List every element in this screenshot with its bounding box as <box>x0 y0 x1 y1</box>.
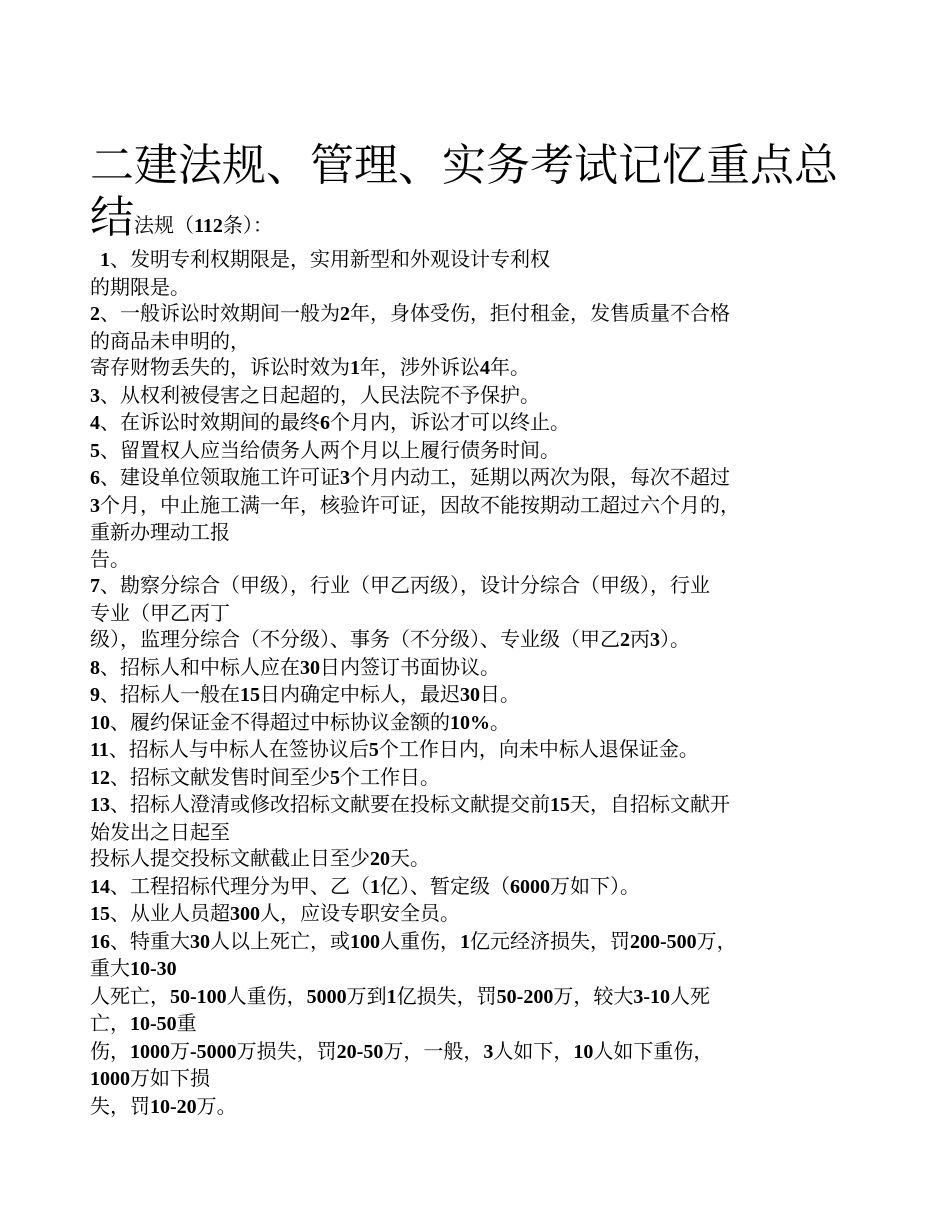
text-segment: 、招标人澄清或修改招标文献要在投标文献提交前 <box>110 792 550 816</box>
title-and-section-row <box>90 192 880 244</box>
text-line <box>90 873 880 901</box>
bold-number: 30 <box>300 656 320 679</box>
text-line <box>90 1065 880 1093</box>
text-line <box>90 654 880 682</box>
text-line <box>90 764 880 792</box>
text-segment: 万如下损 <box>130 1066 210 1090</box>
text-segment: 个月内，诉讼才可以终止。 <box>330 410 570 434</box>
text-line <box>90 819 880 846</box>
bold-number: 300 <box>230 903 260 925</box>
bold-number: 1 <box>100 249 110 271</box>
bold-number: 2 <box>340 303 350 325</box>
text-segment: 日。 <box>480 682 520 706</box>
text-segment: 亿损失，罚 <box>396 983 497 1008</box>
text-segment: 天，自招标文献开 <box>570 792 730 816</box>
text-segment: 个月内动工，延期以两次为限，每次不超过 <box>350 465 730 489</box>
text-segment: 、特重大 <box>110 928 190 953</box>
bold-number: 3-10 <box>633 985 671 1008</box>
text-segment: 万损失，罚 <box>236 1038 337 1063</box>
text-segment: 、招标人和中标人应在 <box>100 654 300 679</box>
section-count: 112 <box>194 215 223 237</box>
bold-number: 2 <box>620 629 630 651</box>
bold-number: 9 <box>90 684 100 706</box>
bold-number: 4 <box>480 357 490 379</box>
text-line <box>90 546 880 573</box>
text-segment: 、一般诉讼时效期间一般为 <box>100 301 340 325</box>
text-line <box>90 409 880 437</box>
bold-number: 11 <box>90 739 109 761</box>
text-segment: 投标人提交投标文献截止日至少 <box>90 846 370 870</box>
text-line <box>90 681 880 709</box>
text-segment: 万 <box>170 1038 190 1063</box>
text-segment: 的期限是。 <box>90 274 190 299</box>
bold-number: 7 <box>90 575 100 597</box>
text-segment: 的商品未申明的， <box>90 328 250 353</box>
bold-number: 10-20 <box>150 1095 197 1118</box>
text-line <box>90 928 880 956</box>
text-segment: 个月，中止施工满一年，核验许可证，因故不能按期动工超过六个月的， <box>100 492 740 517</box>
text-segment: 专业（甲乙丙丁 <box>90 600 230 625</box>
text-line <box>90 437 880 465</box>
text-segment: 级），监理分综合（不分级）、事务（不分级）、专业级（甲乙 <box>90 627 620 651</box>
text-segment: 人如下， <box>493 1038 574 1063</box>
text-line <box>90 955 880 983</box>
bold-number: 15 <box>240 684 260 706</box>
bold-number: 5000 <box>306 985 347 1008</box>
text-line <box>90 246 880 274</box>
text-segment: 、招标人一般在 <box>100 682 240 706</box>
bold-number: 3 <box>90 384 100 407</box>
bold-number: 12 <box>90 766 110 789</box>
text-segment: 万，一般， <box>383 1038 484 1063</box>
text-segment: 、留置权人应当给债务人两个月以上履行债务时间。 <box>100 437 560 462</box>
text-segment: 重大 <box>90 956 130 980</box>
bold-number: 16 <box>90 930 110 953</box>
bold-number: 15 <box>550 794 570 816</box>
rule-list <box>90 246 880 1120</box>
text-segment: 、招标文献发售时间至少 <box>110 764 330 789</box>
bold-number: 30 <box>460 684 480 706</box>
text-segment: 伤， <box>90 1038 130 1063</box>
bold-number: 20-50 <box>336 1040 384 1063</box>
text-segment: 始发出之日起至 <box>90 819 230 844</box>
text-segment: 、招标人与中标人在签协议后 <box>108 737 369 761</box>
text-line <box>90 300 880 328</box>
bold-number: 10-50 <box>130 1013 177 1035</box>
text-line <box>90 600 880 627</box>
text-segment: 日内签订书面协议。 <box>320 654 500 679</box>
bold-number: 200-500 <box>630 930 697 953</box>
text-segment: 亿）、暂定级（ <box>380 873 510 898</box>
text-segment: 个工作日内，向未中标人退保证金。 <box>378 737 699 761</box>
text-line <box>90 274 880 301</box>
bold-number: 5 <box>330 766 340 789</box>
bold-number: 20 <box>370 848 390 870</box>
text-segment: 、勘察分综合（甲级），行业（甲乙丙级），设计分综合（甲级），行业 <box>100 573 710 597</box>
text-line <box>90 709 880 737</box>
bold-number: 5 <box>90 439 100 462</box>
bold-number: 6 <box>320 412 330 434</box>
section-prefix: 法规（ <box>134 213 194 237</box>
text-segment: 万， <box>696 928 737 953</box>
bold-number: 3 <box>650 629 660 651</box>
text-segment: 亡， <box>90 1011 130 1035</box>
bold-number: -5000 <box>190 1040 237 1063</box>
bold-number: 1000 <box>130 1040 170 1063</box>
text-segment: 人重伤， <box>380 928 460 953</box>
text-segment: 天。 <box>390 846 430 870</box>
document-title-line2: 结 <box>90 192 134 243</box>
text-segment: 亿元经济损失，罚 <box>470 928 630 953</box>
bold-number: 3 <box>483 1040 494 1063</box>
text-segment: 年，涉外诉讼 <box>360 355 480 379</box>
bold-number: 2 <box>90 303 100 325</box>
text-segment: 人死 <box>670 983 711 1008</box>
text-segment: 重 <box>176 1011 197 1035</box>
bold-number: 5 <box>368 739 379 761</box>
bold-number: 10-30 <box>130 958 177 980</box>
text-segment: 寄存财物丢失的，诉讼时效为 <box>90 355 350 379</box>
text-line <box>90 845 880 873</box>
text-segment: 、在诉讼时效期间的最终 <box>100 410 320 434</box>
text-segment: 年，身体受伤，拒付租金，发售质量不合格 <box>350 301 730 325</box>
text-line <box>90 328 880 355</box>
text-segment: 个工作日。 <box>340 764 440 789</box>
bold-number: 4 <box>90 412 100 434</box>
text-line <box>90 464 880 492</box>
text-line <box>90 354 880 382</box>
bold-number: 13 <box>90 794 110 816</box>
text-segment: 、发明专利权期限是，实用新型和外观设计专利权 <box>110 247 550 271</box>
text-segment: 、从业人员超 <box>110 901 230 925</box>
text-segment: 、工程招标代理分为甲、乙（ <box>110 873 370 898</box>
section-heading <box>134 209 273 238</box>
bold-number: 14 <box>90 875 110 898</box>
text-line <box>90 572 880 600</box>
text-segment: 万，较大 <box>553 983 634 1008</box>
text-segment: ）。 <box>660 627 690 651</box>
bold-number: 1000 <box>90 1068 130 1090</box>
bold-number: 1 <box>370 875 380 898</box>
bold-number: 30 <box>190 930 210 953</box>
text-line <box>90 791 880 819</box>
text-line <box>90 1038 880 1066</box>
text-segment: 、建设单位领取施工许可证 <box>100 465 340 489</box>
bold-number: 8 <box>90 656 100 679</box>
text-line <box>90 1010 880 1038</box>
text-segment: 万到 <box>346 983 387 1008</box>
bold-number: 6 <box>90 467 100 489</box>
bold-number: 50-200 <box>496 985 554 1008</box>
text-line <box>90 1093 880 1121</box>
bold-number: 10% <box>450 711 490 734</box>
bold-number: 10 <box>90 711 110 734</box>
text-line <box>90 382 880 410</box>
text-line <box>90 626 880 654</box>
text-segment: 人如下重伤， <box>593 1038 714 1063</box>
text-segment: 年。 <box>490 355 530 379</box>
text-segment: 人，应设专职安全员。 <box>260 901 460 925</box>
text-segment: 丙 <box>630 627 650 651</box>
document-page <box>90 140 880 1120</box>
section-suffix: 条）： <box>222 213 273 237</box>
bold-number: 3 <box>340 467 350 489</box>
text-segment: 、从权利被侵害之日起超的，人民法院不予保护。 <box>100 382 540 407</box>
text-line <box>90 492 880 520</box>
bold-number: 1 <box>350 357 360 379</box>
text-segment: 失，罚 <box>90 1093 150 1118</box>
text-line <box>90 736 880 764</box>
text-segment: 万如下）。 <box>550 873 640 898</box>
bold-number: 50-100 <box>170 985 227 1008</box>
text-segment: 重新办理动工报 <box>90 520 230 544</box>
text-segment: 人死亡， <box>90 983 170 1008</box>
bold-number: 1 <box>386 985 397 1008</box>
text-line <box>90 983 880 1011</box>
bold-number: 100 <box>350 930 380 953</box>
bold-number: 10 <box>573 1040 594 1063</box>
text-segment: 。 <box>490 709 510 734</box>
text-line <box>90 900 880 928</box>
text-segment: 告。 <box>90 546 130 571</box>
text-segment: 人重伤， <box>226 983 307 1008</box>
bold-number: 15 <box>90 903 110 925</box>
text-segment: 万。 <box>196 1093 237 1118</box>
bold-number: 1 <box>460 930 470 953</box>
text-segment: 、履约保证金不得超过中标协议金额的 <box>110 709 450 734</box>
text-segment: 人以上死亡，或 <box>210 928 350 953</box>
document-title-line1: 二建法规、管理、实务考试记忆重点总 <box>90 140 838 191</box>
bold-number: 6000 <box>510 875 550 898</box>
bold-number: 3 <box>90 494 100 517</box>
text-segment: 日内确定中标人，最迟 <box>260 682 460 706</box>
text-line <box>90 519 880 546</box>
